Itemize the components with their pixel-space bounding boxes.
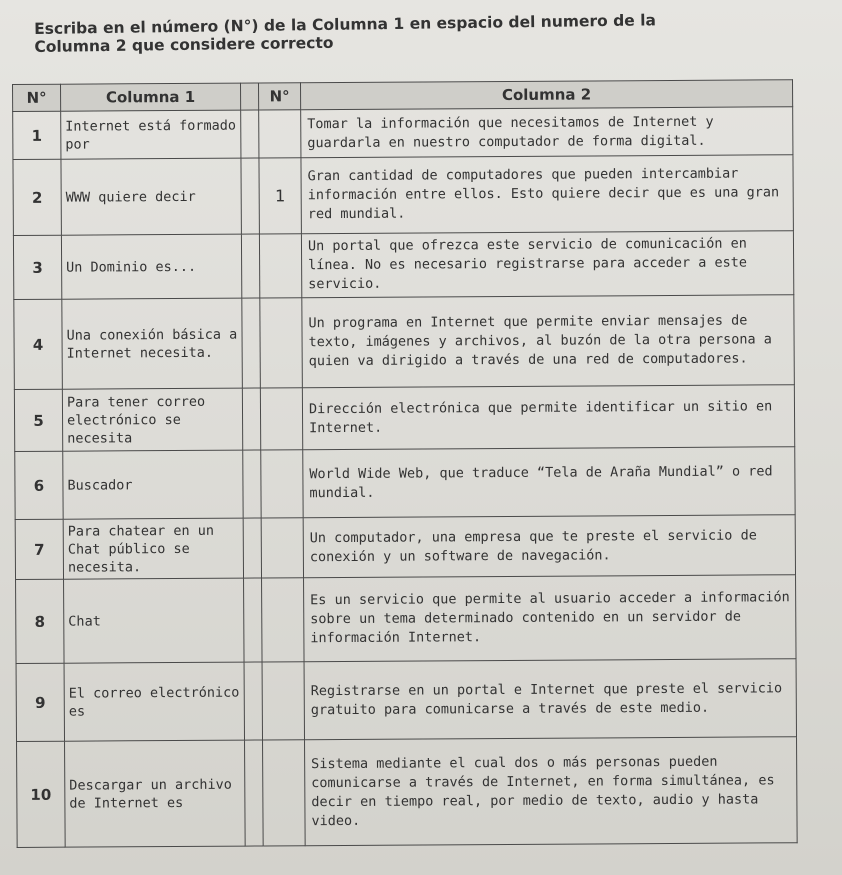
column-2-item: Tomar la información que necesitamos de Internet y guardarla en nuestro computador de forma digital. <box>301 107 793 158</box>
column-1-item: El correo electrónico es <box>64 662 244 741</box>
row-gap <box>241 234 259 298</box>
column-2-item: Un computador, una empresa que te preste el servicio de conexión y un software de navegación. <box>303 515 795 578</box>
table-row <box>16 659 796 742</box>
column-1-item: Internet está formado por <box>61 110 241 159</box>
column-2-item: Sistema mediante el cual dos o más personas pueden comunicarse a través de Internet, en forma simultánea, es decir en tiempo real, por medio de texto, audio y hasta video. <box>305 737 798 846</box>
row-number: 5 <box>14 389 62 451</box>
row-number: 6 <box>15 451 63 519</box>
row-number: 1 <box>13 111 61 159</box>
table-row <box>13 107 793 160</box>
answer-box[interactable] <box>263 740 306 846</box>
answer-box[interactable] <box>259 234 301 298</box>
header-num-1: N° <box>13 84 61 111</box>
column-2-item: Un programa en Internet que permite enviar mensajes de texto, imágenes y archivos, al buzón de la otra persona a quien va dirigido a través de una red de computadores. <box>302 295 795 388</box>
header-num-2: N° <box>258 83 300 110</box>
column-2-item: Un portal que ofrezca este servicio de comunicación en línea. No es necesario registrarse para acceder a este servicio. <box>301 231 793 298</box>
answer-box[interactable] <box>259 110 301 158</box>
row-gap <box>243 450 261 518</box>
table-row <box>17 737 798 848</box>
column-2-item: Es un servicio que permite al usuario acceder a información sobre un tema determinado contenido en un servidor de información Internet. <box>304 575 797 662</box>
table-row <box>16 575 796 664</box>
answer-box[interactable]: 1 <box>259 158 301 234</box>
column-1-item: Una conexión básica a Internet necesita. <box>62 298 243 389</box>
header-gap <box>240 83 258 110</box>
column-1-item: Descargar un archivo de Internet es <box>65 740 246 847</box>
row-gap <box>244 578 263 662</box>
header-column-2: Columna 2 <box>300 80 792 110</box>
column-1-item: Un Dominio es... <box>61 234 241 299</box>
row-gap <box>242 298 261 388</box>
column-1-item: Para tener correo electrónico se necesita <box>62 388 242 451</box>
matching-table-wrapper <box>12 79 837 848</box>
table-row <box>14 295 795 390</box>
column-1-item: Para chatear en un Chat público se necesita. <box>63 518 243 579</box>
instructions <box>34 9 794 56</box>
row-number: 2 <box>13 159 61 235</box>
table-row <box>14 385 794 452</box>
row-gap <box>244 662 262 740</box>
row-number: 3 <box>13 235 61 299</box>
column-1-item: WWW quiere decir <box>61 158 241 235</box>
header-column-1: Columna 1 <box>61 83 241 111</box>
answer-box[interactable] <box>261 518 303 578</box>
column-2-item: Gran cantidad de computadores que pueden intercambiar información entre ellos. Esto quiere decir que es una gran red mundial. <box>301 155 793 234</box>
row-number: 4 <box>14 299 63 389</box>
answer-box[interactable] <box>261 450 303 518</box>
table-row <box>15 515 795 580</box>
row-gap <box>245 740 264 846</box>
answer-box[interactable] <box>262 578 305 662</box>
instructions-line-1: Escriba en el número (N°) de la Columna 1 en espacio del numero de la <box>34 11 657 38</box>
row-number: 7 <box>15 519 63 579</box>
table-row <box>13 231 793 300</box>
table-row <box>15 447 795 520</box>
row-number: 8 <box>16 579 65 663</box>
column-1-item: Chat <box>64 578 245 663</box>
instructions-line-2: Columna 2 que considere correcto <box>34 33 334 56</box>
row-gap <box>241 110 259 158</box>
row-gap <box>242 388 260 450</box>
row-number: 10 <box>17 741 66 847</box>
row-gap <box>243 518 261 578</box>
answer-box[interactable] <box>260 298 303 388</box>
column-2-item: Dirección electrónica que permite identificar un sitio en Internet. <box>302 385 794 450</box>
matching-table <box>12 79 798 848</box>
column-2-item: World Wide Web, que traduce “Tela de Araña Mundial” o red mundial. <box>303 447 795 518</box>
column-1-item: Buscador <box>63 450 243 519</box>
answer-box[interactable] <box>260 388 302 450</box>
row-number: 9 <box>16 663 64 741</box>
column-2-item: Registrarse en un portal e Internet que preste el servicio gratuito para comunicarse a través de este medio. <box>304 659 796 740</box>
answer-box[interactable] <box>262 662 304 740</box>
table-row <box>13 155 793 236</box>
row-gap <box>241 158 259 234</box>
